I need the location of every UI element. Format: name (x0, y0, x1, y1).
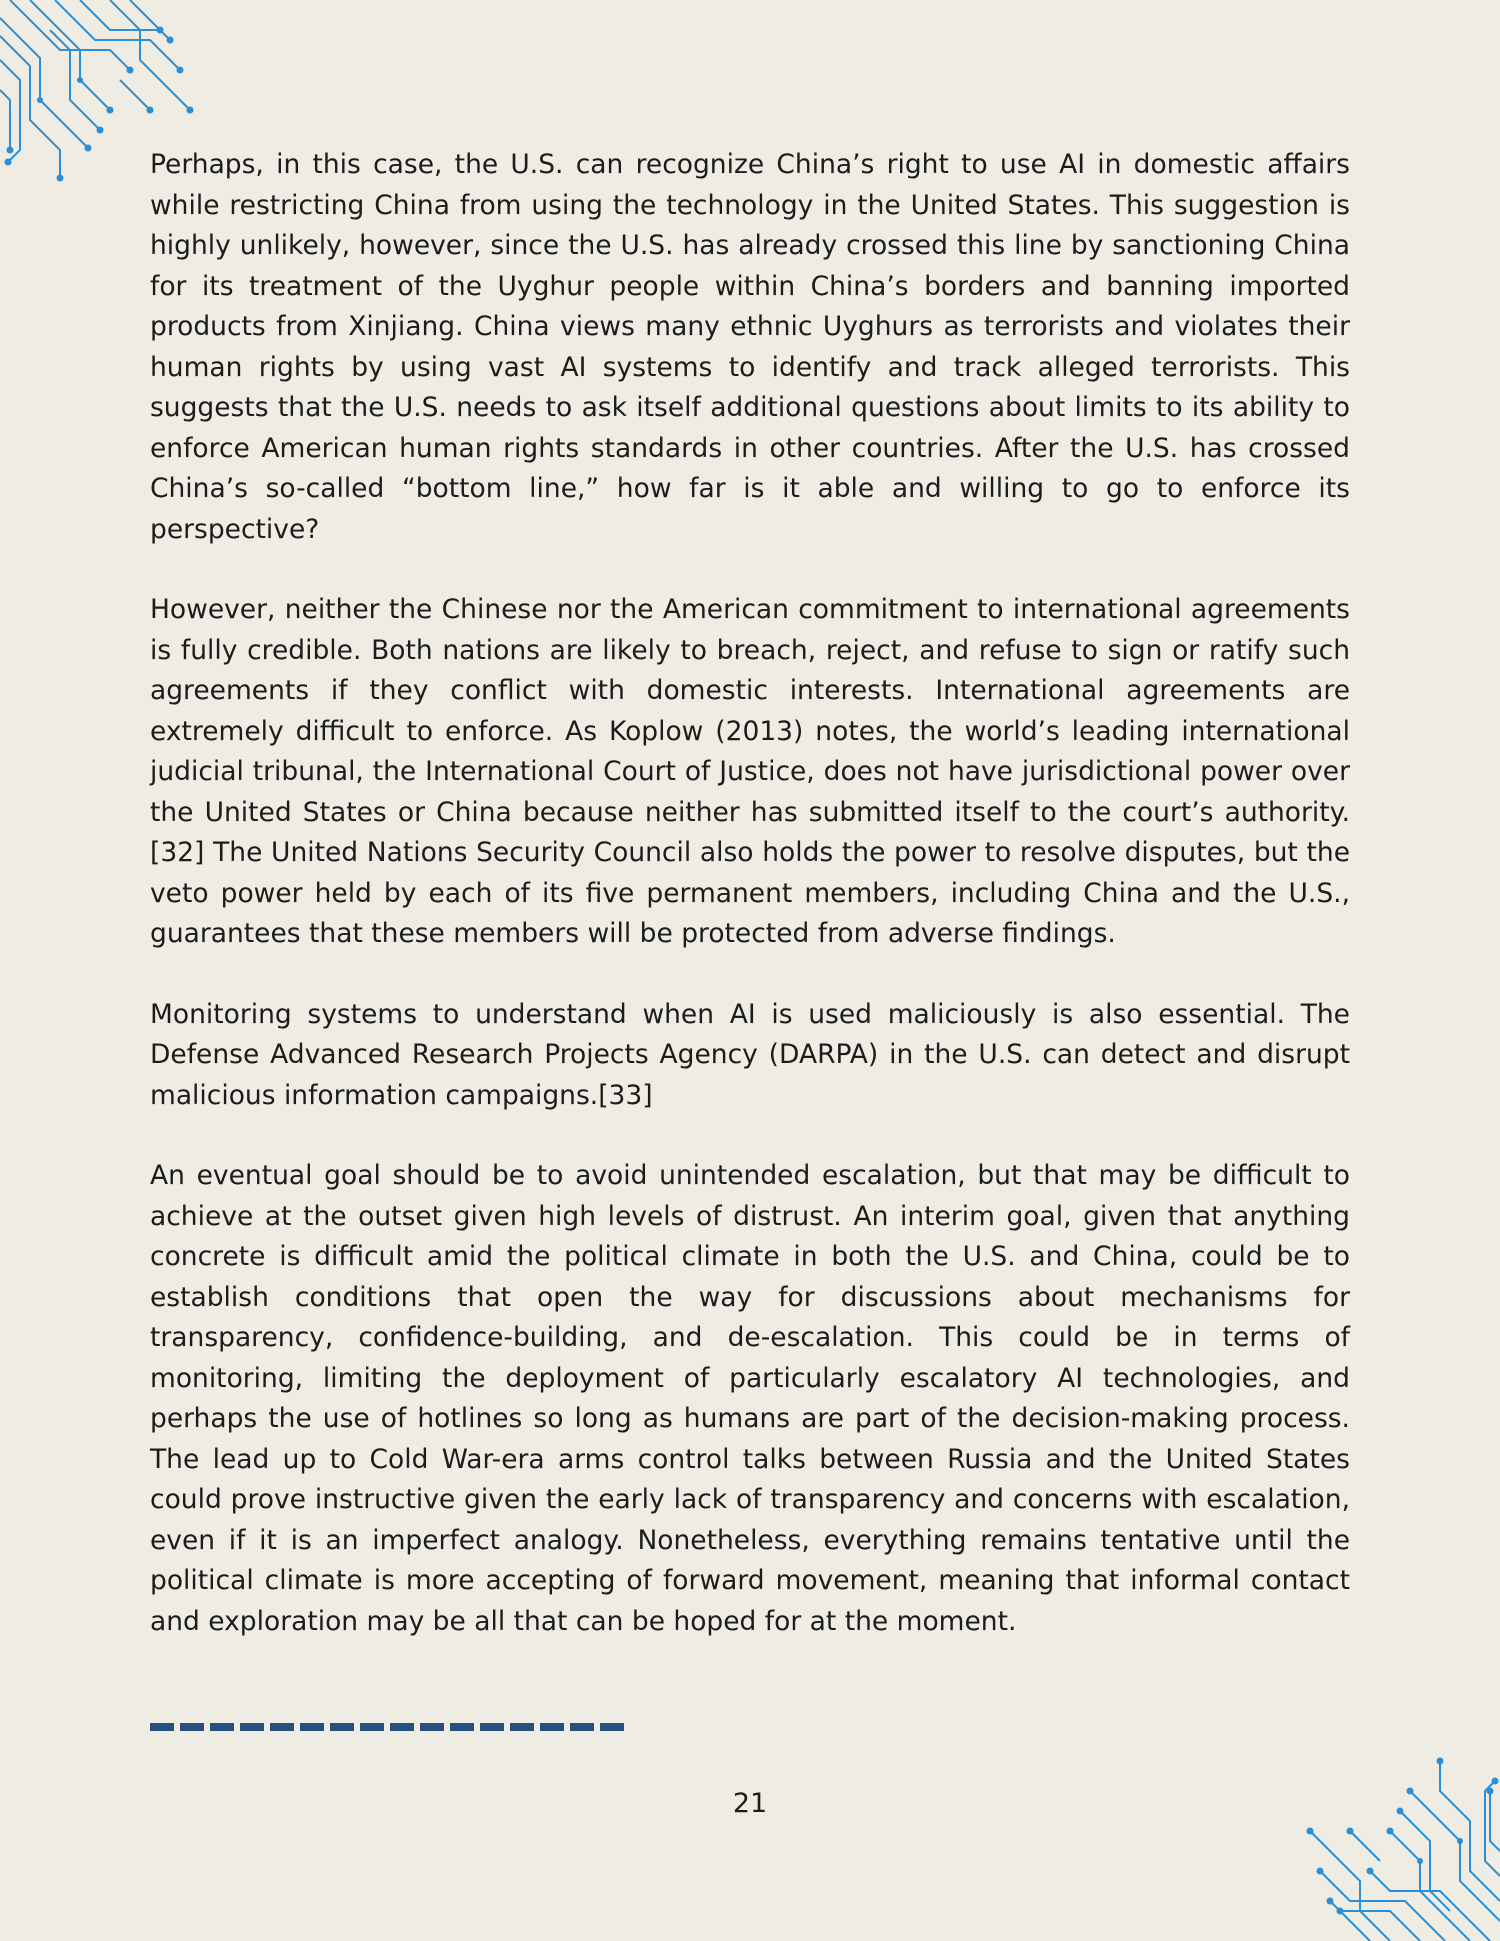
paragraph-4: An eventual goal should be to avoid unintended escalation, but that may be difficult to achieve at the outset given high levels of distrust. An interim goal, given that anything concrete is difficult amid the political climate in both the U.S. and China, could be to establish conditions that open the way for discussions about mechanisms for transparency, confidence-building, and de-escalation. This could be in terms of monitoring, limiting the deployment of particularly escalatory AI technologies, and perhaps the use of hotlines so long as humans are part of the decision-making process. The lead up to Cold War-era arms control talks between Russia and the United States could prove instructive given the early lack of transparency and concerns with escalation, even if it is an imperfect analogy. Nonetheless, everything remains tentative until the political climate is more accepting of forward movement, meaning that informal contact and exploration may be all that can be hoped for at the moment. (150, 1160, 1350, 1637)
paragraph-3: Monitoring systems to understand when AI is used maliciously is also essential. The Defense Advanced Research Projects Agency (DARPA) in the U.S. can detect and disrupt malicious information campaigns.[33] (150, 998, 1350, 1111)
circuit-lines-icon (1290, 1741, 1500, 1941)
paragraph-2: However, neither the Chinese nor the American commitment to international agreements is fully credible. Both nations are likely to breach, reject, and refuse to sign or ratify such agreements if they conflict with domestic interests. International agreements are extremely difficult to enforce. As Koplow (2013) notes, the world’s leading international judicial tribunal, the International Court of Justice, does not have jurisdictional power over the United States or China because neither has submitted itself to the court’s authority.[32] The United Nations Security Council also holds the power to resolve disputes, but the veto power held by each of its five permanent members, including China and the U.S., guarantees that these members will be protected from adverse findings. (150, 594, 1350, 949)
paragraph-1: Perhaps, in this case, the U.S. can recognize China’s right to use AI in domestic affairs while restricting China from using the technology in the United States. This suggestion is highly unlikely, however, since the U.S. has already crossed this line by sanctioning China for its treatment of the Uyghur people within China’s borders and banning imported products from Xinjiang. China views many ethnic Uyghurs as terrorists and violates their human rights by using vast AI systems to identify and track alleged terrorists. This suggests that the U.S. needs to ask itself additional questions about limits to its ability to enforce American human rights standards in other countries. After the U.S. has crossed China’s so-called “bottom line,” how far is it able and willing to go to enforce its perspective? (150, 149, 1350, 545)
document-body (150, 145, 1350, 1682)
dashed-divider (150, 1723, 630, 1731)
page-number: 21 (732, 1788, 768, 1819)
